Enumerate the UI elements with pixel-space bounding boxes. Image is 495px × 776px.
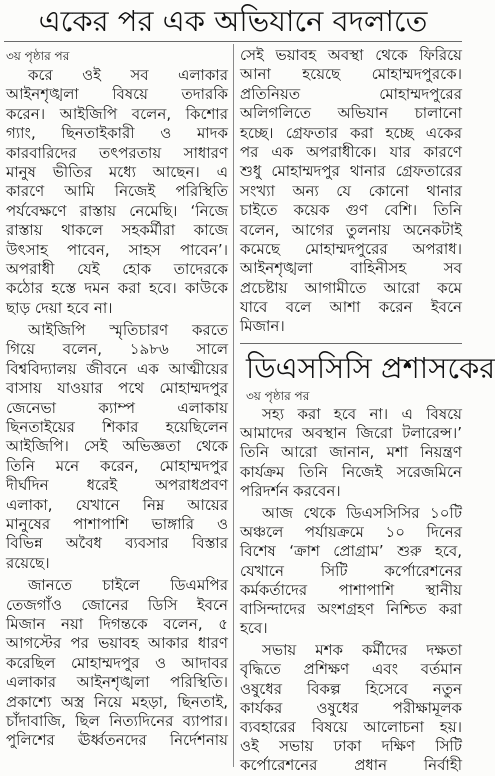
text-line: বিশ্ববিদ্যালয় জীবনে এক আত্মীয়ের bbox=[6, 359, 228, 378]
text-line: মানুষের পাশাপাশি ভাঙ্গারি ও bbox=[6, 514, 228, 533]
paragraph bbox=[6, 576, 228, 751]
paragraph bbox=[240, 46, 462, 337]
article-headline: একের পর এক অভিযানে বদলাতে bbox=[38, 4, 428, 38]
paragraph bbox=[6, 321, 228, 573]
text-line: ছিনতাইয়ের শিকার হয়েছিলেন bbox=[6, 418, 228, 437]
text-line: যাবে বলে আশা করেন ইবনে bbox=[240, 298, 462, 317]
text-line: কর্মকর্তাদের পাশাপাশি স্থানীয় bbox=[240, 580, 462, 599]
text-line: চাইতে কয়েক গুণ বেশি। তিনি bbox=[240, 201, 462, 220]
continuation-label: ৩য় পৃষ্ঠার পর bbox=[6, 49, 70, 63]
column-divider bbox=[233, 44, 234, 767]
text-line: সভায় মশক কর্মীদের দক্ষতা bbox=[262, 641, 462, 660]
text-line: কর্পোরেশনের প্রধান নির্বাহী bbox=[240, 756, 462, 775]
text-line: বিভিন্ন অবৈধ ব্যবসার বিস্তার bbox=[6, 534, 228, 553]
text-line: বৃদ্ধিতে প্রশিক্ষণ এবং বর্তমান bbox=[240, 660, 462, 679]
text-line: প্রচেষ্টায় আগামীতে আরো কমে bbox=[240, 278, 462, 297]
text-line: কমেছে মোহাম্মদপুরের অপরাধ। bbox=[240, 239, 462, 258]
text-line: মিজান। bbox=[240, 317, 285, 336]
text-line: প্রকাশ্যে অস্ত্র নিয়ে মহড়া, ছিনতাই, bbox=[6, 692, 228, 711]
text-line: জানতে চাইলে ডিএমপির bbox=[28, 576, 228, 595]
right-column bbox=[240, 46, 462, 338]
text-line: বাসিন্দাদের অংশগ্রহণ নিশ্চিত করা bbox=[240, 599, 462, 618]
text-line: পরিদর্শন করবেন। bbox=[240, 481, 341, 500]
text-line: আইনশৃঙ্খলা বিষয়ে তদারকি bbox=[6, 85, 228, 104]
text-line: সেই ভয়াবহ অবস্থা থেকে ফিরিয়ে bbox=[240, 46, 462, 64]
text-line: রয়েছে। bbox=[6, 553, 50, 572]
text-line: গ্যাং, ছিনতাইকারী ও মাদক bbox=[6, 124, 228, 143]
left-column bbox=[6, 66, 228, 756]
text-line: প্রতিনিয়ত মোহাম্মদপুরের bbox=[240, 84, 462, 103]
text-line: বলেন, আগের তুলনায় অনেকটাই bbox=[240, 220, 462, 239]
continuation-label: ৩য় পৃষ্ঠার পর bbox=[246, 389, 310, 403]
text-line: আইজিপি। সেই অভিজ্ঞতা থেকে bbox=[6, 437, 228, 456]
text-line: আইজিপি স্মৃতিচারণ করতে bbox=[28, 321, 228, 340]
text-line: ওই সভায় ঢাকা দক্ষিণ সিটি bbox=[240, 737, 462, 756]
text-line: জেনেভা ক্যাম্প এলাকায় bbox=[6, 398, 228, 417]
text-line: সহ্য করা হবে না। এ বিষয়ে bbox=[262, 405, 462, 423]
text-line: আগস্টের পর ভয়াবহ আকার ধারণ bbox=[6, 634, 228, 653]
text-line: রাস্তায় থাকলে সহকর্মীরা কাজে bbox=[6, 221, 228, 240]
headline-rule bbox=[4, 41, 462, 42]
text-line: এলাকার আইনশৃঙ্খলা পরিস্থিতি। bbox=[6, 673, 228, 692]
paragraph bbox=[240, 641, 462, 775]
text-line: অঞ্চলে পর্যায়ক্রমে ১০ দিনের bbox=[240, 523, 462, 542]
text-line: কার্যকর ওষুধের পরীক্ষামূলক bbox=[240, 698, 462, 717]
text-line: কার্যক্রম তিনি নিজেই সরেজমিনে bbox=[240, 462, 462, 481]
paragraph bbox=[240, 405, 462, 501]
text-line: মিজান নয়া দিগন্তকে বলেন, ৫ bbox=[6, 614, 228, 633]
text-line: করেছিল মোহাম্মদপুর ও আদাবর bbox=[6, 653, 228, 672]
text-line: করেন। আইজিপি বলেন, কিশোর bbox=[6, 104, 228, 123]
text-line: তিনি আরো জানান, মশা নিয়ন্ত্রণ bbox=[240, 443, 462, 462]
text-line: ওষুধের বিকল্প হিসেবে নতুন bbox=[240, 679, 462, 698]
text-line: যেখানে সিটি কর্পোরেশনের bbox=[240, 561, 462, 580]
text-line: তিনি মনে করেন, মোহাম্মদপুর bbox=[6, 456, 228, 475]
text-line: কঠোর হস্তে দমন করা হবে। কাউকে bbox=[6, 279, 228, 298]
text-line: তেজগাঁও জোনের ডিসি ইবনে bbox=[6, 595, 228, 614]
text-line: পর এক অপরাধীকে। যার কারণে bbox=[240, 142, 462, 161]
text-line: শুধু মোহাম্মদপুর থানার গ্রেফতারের bbox=[240, 162, 462, 181]
text-line: ব্যবহারের বিষয়ে আলোচনা হয়। bbox=[240, 718, 462, 736]
text-line: ছাড় দেয়া হবে না। bbox=[6, 298, 113, 317]
paragraph bbox=[240, 504, 462, 638]
paragraph bbox=[6, 66, 228, 318]
second-article-headline: ডিএসসিসি প্রশাসকের bbox=[246, 351, 495, 385]
second-article-body bbox=[240, 405, 462, 775]
text-line: অলিগলিতে অভিযান চালানো bbox=[240, 104, 462, 123]
text-line: এলাকা, যেখানে নিম্ন আয়ের bbox=[6, 495, 228, 514]
text-line: বাসায় যাওয়ার পথে মোহাম্মদপুর bbox=[6, 379, 228, 398]
article-separator-rule bbox=[240, 343, 462, 344]
text-line: হবে। bbox=[240, 619, 268, 638]
text-line: হচ্ছে। গ্রেফতার করা হচ্ছে একের bbox=[240, 123, 462, 142]
text-line: সংখ্যা অন্য যে কোনো থানার bbox=[240, 181, 462, 200]
text-line: পুলিশের ঊর্ধ্বতনদের নির্দেশনায় bbox=[6, 731, 228, 750]
text-line: চাঁদাবাজি, ছিল নিত্যদিনের ব্যাপার। bbox=[6, 711, 228, 730]
text-line: পর্যবেক্ষণে রাস্তায় নেমেছি। ‘নিজে bbox=[6, 201, 228, 220]
text-line: গিয়ে বলেন, ১৯৮৬ সালে bbox=[6, 340, 228, 359]
text-line: আইনশৃঙ্খলা বাহিনীসহ সব bbox=[240, 259, 462, 278]
text-line: আনা হয়েছে মোহাম্মদপুরকে। bbox=[240, 65, 462, 84]
text-line: অপরাধী যেই হোক তাদেরকে bbox=[6, 259, 228, 278]
text-line: কারণে আমি নিজেই পরিস্থিতি bbox=[6, 182, 228, 201]
text-line: মানুষ ভীতির মধ্যে আছেন। এ bbox=[6, 162, 228, 181]
text-line: কারবারিদের তৎপরতায় সাধারণ bbox=[6, 143, 228, 162]
text-line: করে ওই সব এলাকার bbox=[28, 66, 228, 84]
text-line: দীর্ঘদিন ধরেই অপরাধপ্রবণ bbox=[6, 476, 228, 495]
text-line: আজ থেকে ডিএসসিসির ১০টি bbox=[262, 503, 462, 522]
text-line: উৎসাহ পাবেন, সাহস পাবেন’। bbox=[6, 240, 228, 259]
text-line: আমাদের অবস্থান জিরো টলারেন্স।’ bbox=[240, 424, 462, 443]
text-line: বিশেষ ‘ক্রাশ প্রোগ্রাম’ শুরু হবে, bbox=[240, 542, 462, 561]
